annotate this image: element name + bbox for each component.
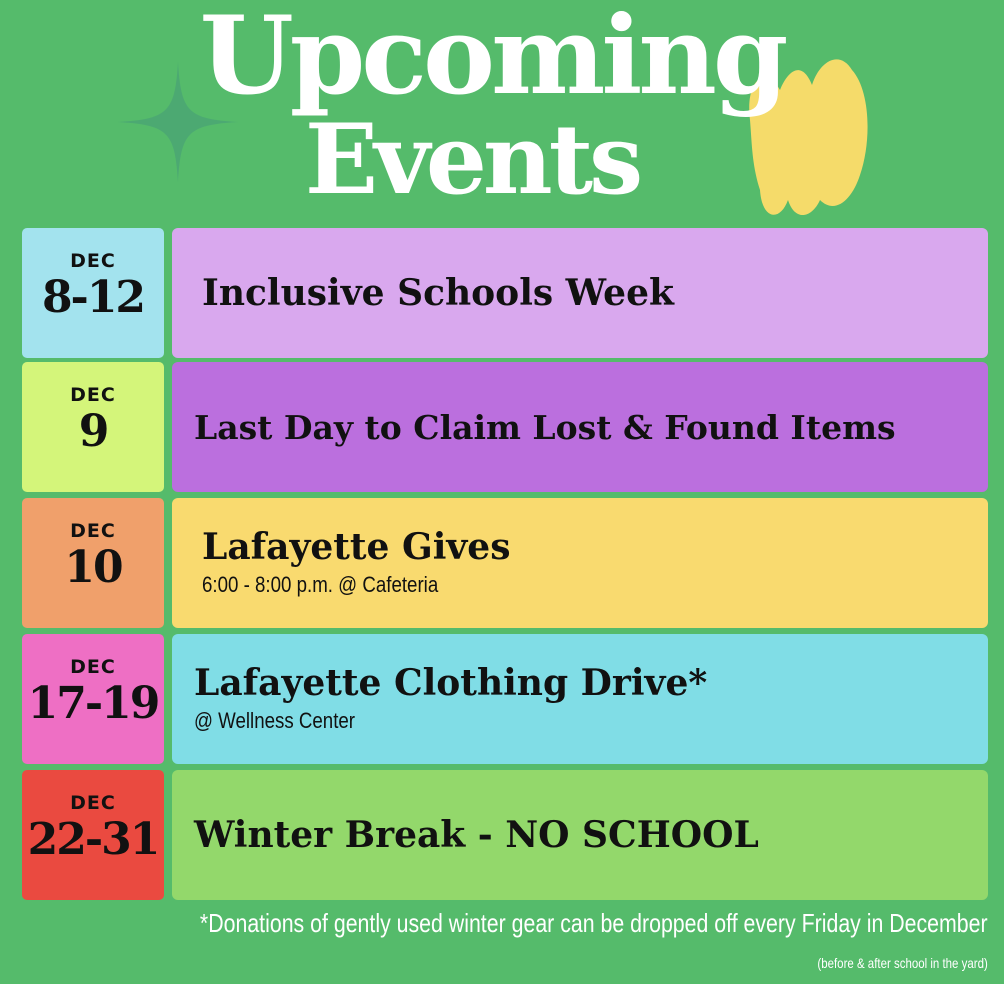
event-row [22, 498, 988, 628]
event-row [22, 362, 988, 492]
event-day: 10 [64, 542, 122, 593]
date-badge [22, 634, 164, 764]
event-day: 9 [78, 406, 108, 457]
date-badge [22, 228, 164, 358]
event-month: DEC [70, 792, 116, 814]
footnote-subtext: (before & after school in the yard) [817, 955, 988, 971]
event-name: Last Day to Claim Lost & Found Items [194, 408, 896, 447]
footnote: *Donations of gently used winter gear can be dropped off every Friday in December [200, 908, 988, 938]
date-badge [22, 770, 164, 900]
date-badge [22, 362, 164, 492]
event-month: DEC [70, 656, 116, 678]
event-name: Lafayette Gives [202, 526, 511, 568]
page-title-line2: Events [304, 103, 640, 216]
event-row [22, 634, 988, 764]
event-day: 22-31 [27, 814, 159, 865]
event-row [22, 228, 988, 358]
event-name: Winter Break - NO SCHOOL [194, 814, 759, 856]
event-name: Lafayette Clothing Drive* [194, 662, 708, 704]
event-day: 17-19 [27, 678, 159, 729]
event-month: DEC [70, 384, 116, 406]
event-row [22, 770, 988, 900]
event-card [172, 634, 988, 764]
event-day: 8-12 [41, 272, 145, 323]
event-card [172, 228, 988, 358]
event-month: DEC [70, 250, 116, 272]
page-title-line1: Upcoming [199, 0, 785, 119]
event-detail: @ Wellness Center [194, 708, 356, 733]
event-month: DEC [70, 520, 116, 542]
event-card [172, 362, 988, 492]
event-name: Inclusive Schools Week [202, 272, 674, 314]
event-card [172, 770, 988, 900]
event-card [172, 498, 988, 628]
event-detail: 6:00 - 8:00 p.m. @ Cafeteria [202, 572, 439, 597]
date-badge [22, 498, 164, 628]
